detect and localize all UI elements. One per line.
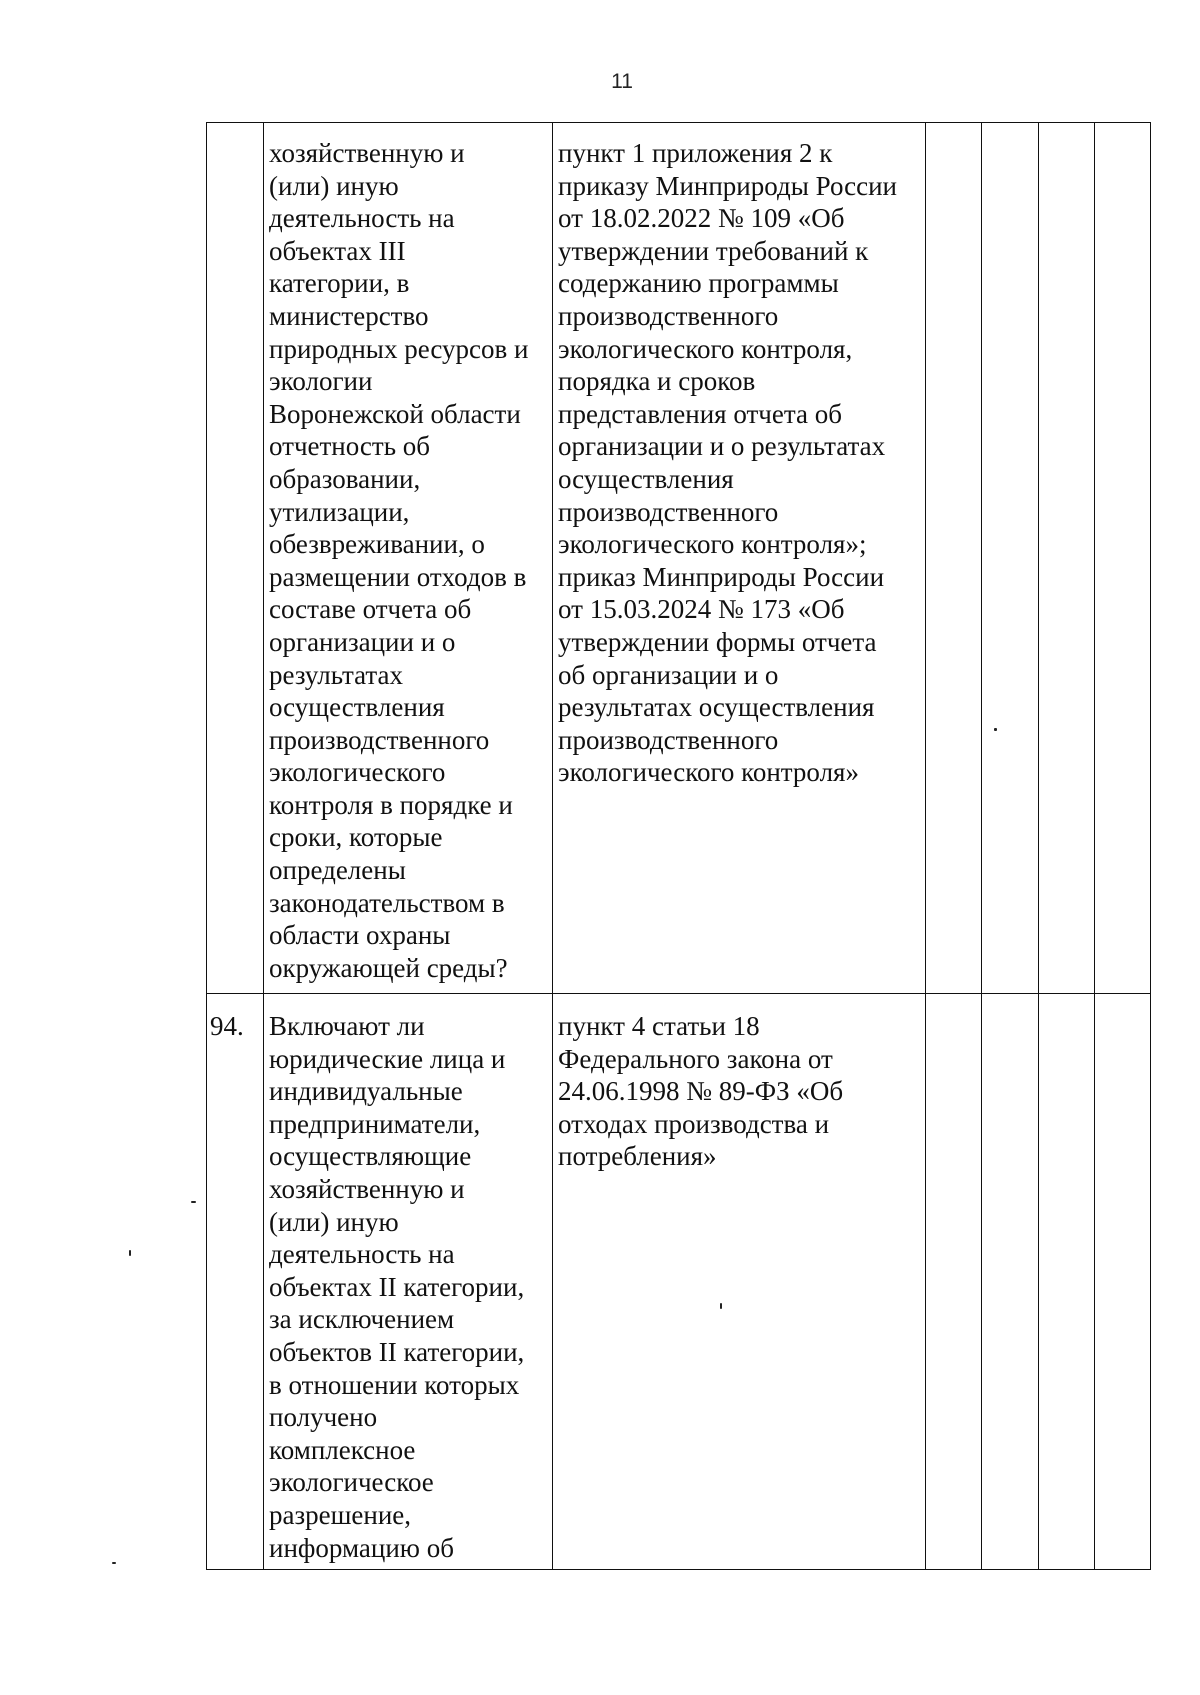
scan-speck: [191, 1201, 196, 1203]
answer-cell-note: [1095, 123, 1151, 994]
scan-speck: [129, 1250, 131, 1256]
answer-cell-na: [1039, 994, 1095, 1570]
answer-cell-na: [1039, 123, 1095, 994]
answer-cell-yes: [926, 994, 982, 1570]
row-number-cell: [207, 994, 264, 1570]
answer-cell-no: [982, 123, 1039, 994]
answer-cell-yes: [926, 123, 982, 994]
question-text: Включают ли юридические лица и индивидуальные предприниматели, осуществляющие хозяйственную и (или) иную деятельность на объектах II категории, за исключением объектов II категории, в отношении которых получено комплексное экологическое разрешение, информацию об: [269, 1011, 525, 1563]
row-number: 94.: [210, 1011, 244, 1041]
scan-speck: [994, 728, 997, 731]
reference-cell: [553, 994, 926, 1570]
row-number-cell: [207, 123, 264, 994]
answer-cell-no: [982, 994, 1039, 1570]
answer-cell-note: [1095, 994, 1151, 1570]
page-number: 11: [611, 70, 633, 93]
scan-speck: [112, 1562, 116, 1564]
requirements-table: [206, 122, 1151, 1570]
question-text: хозяйственную и (или) иную деятельность на объектах III категории, в министерство природных ресурсов и экологии Воронежской области отчетность об образовании, утилизации, обезвреживании, о размещении отходов в составе отчета об организации и о результатах осуществления производственного экологического контроля в порядке и сроки, которые определены законодательством в области охраны окружающей среды?: [269, 138, 529, 983]
scan-speck: [720, 1303, 722, 1309]
reference-cell: [553, 123, 926, 994]
table-row: [207, 994, 1151, 1570]
legal-reference-text: пункт 1 приложения 2 к приказу Минприроды России от 18.02.2022 № 109 «Об утверждении требований к содержанию программы производственного экологического контроля, порядка и сроков представления отчета об организации и о результатах осуществления производственного экологического контроля»; приказ Минприроды России от 15.03.2024 № 173 «Об утверждении формы отчета об организации и о результатах осуществления производственного экологического контроля»: [558, 138, 897, 788]
row-number: [207, 123, 263, 139]
legal-reference-text: пункт 4 статьи 18 Федерального закона от 24.06.1998 № 89-ФЗ «Об отходах производства и потребления»: [558, 1011, 844, 1172]
question-cell: [264, 123, 553, 994]
question-cell: [264, 994, 553, 1570]
table-row: [207, 123, 1151, 994]
